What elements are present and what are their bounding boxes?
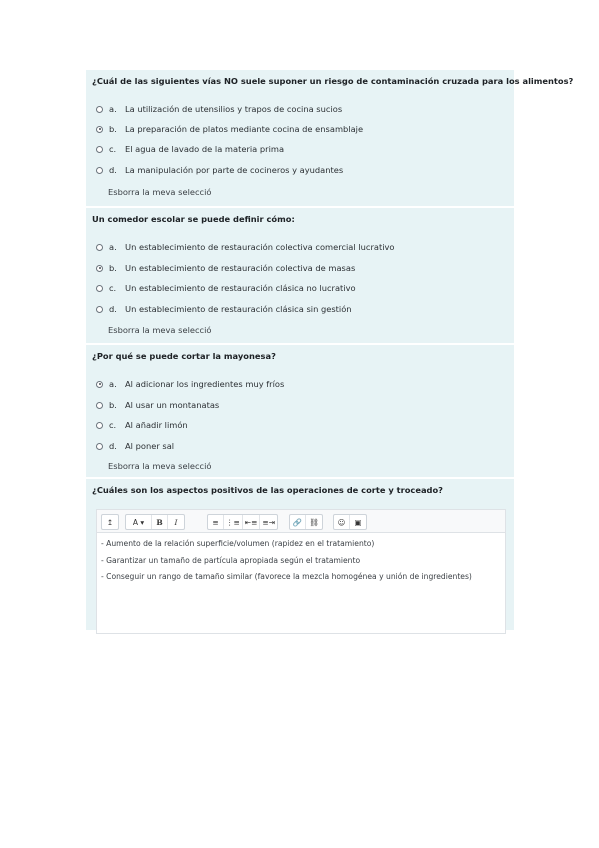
image-icon[interactable]: ▣ xyxy=(354,517,362,527)
answer-label: El agua de lavado de la materia prima xyxy=(125,144,285,154)
toolbar-group-lists xyxy=(207,514,278,530)
answer-label: Un establecimiento de restauración colectiva comercial lucrativo xyxy=(125,242,395,252)
rich-text-editor xyxy=(96,509,506,634)
answer-label: Al adicionar los ingredientes muy fríos xyxy=(125,379,285,389)
answer-label: Un establecimiento de restauración clásica no lucrativo xyxy=(125,283,356,293)
radio-button[interactable] xyxy=(96,106,103,113)
radio-button[interactable] xyxy=(96,146,103,153)
answer-label: La manipulación por parte de cocineros y ayudantes xyxy=(125,165,344,175)
italic-button[interactable]: I xyxy=(174,517,178,527)
answer-label: Un establecimiento de restauración clásica sin gestión xyxy=(125,304,352,314)
question-3-panel xyxy=(86,345,514,477)
unordered-list-icon[interactable]: ≡ xyxy=(208,515,224,529)
link-icon[interactable]: 🔗 xyxy=(290,515,306,529)
toolbar-group-format xyxy=(125,514,185,530)
editor-line: - Garantizar un tamaño de partícula apropiada según el tratamiento xyxy=(101,555,361,565)
bold-button[interactable]: B xyxy=(152,515,168,529)
indent-icon[interactable]: ≡⇥ xyxy=(262,517,275,527)
radio-button[interactable] xyxy=(96,167,103,174)
answer-label: Un establecimiento de restauración colectiva de masas xyxy=(125,263,356,273)
answer-label: Al añadir limón xyxy=(125,420,188,430)
toolbar-group-links xyxy=(289,514,323,530)
question-2-panel xyxy=(86,208,514,343)
answer-letter: b. xyxy=(109,124,117,134)
editor-toolbar xyxy=(97,510,505,533)
answer-3b[interactable] xyxy=(96,399,219,411)
answer-letter: b. xyxy=(109,263,117,273)
clear-selection-link[interactable]: Esborra la meva selecció xyxy=(108,325,212,335)
editor-line: - Aumento de la relación superficie/volumen (rapidez en el tratamiento) xyxy=(101,539,375,548)
answer-letter: d. xyxy=(109,441,117,451)
radio-button[interactable] xyxy=(96,402,103,409)
answer-label: Al poner sal xyxy=(125,441,175,451)
emoji-icon[interactable]: ☺ xyxy=(334,515,350,529)
unlink-icon[interactable]: ⛓ xyxy=(309,517,319,527)
radio-button[interactable] xyxy=(96,443,103,450)
question-1-text: ¿Cuál de las siguientes vías NO suele suponer un riesgo de contaminación cruzada para los alimentos? xyxy=(92,76,574,86)
answer-letter: b. xyxy=(109,400,117,410)
answer-1c[interactable] xyxy=(96,143,284,155)
answer-letter: a. xyxy=(109,379,117,389)
font-style-dropdown[interactable]: A ▾ xyxy=(126,515,152,529)
answer-label: Al usar un montanatas xyxy=(125,400,220,410)
radio-button[interactable] xyxy=(96,285,103,292)
answer-letter: a. xyxy=(109,104,117,114)
answer-3d[interactable] xyxy=(96,440,174,452)
answer-2a[interactable] xyxy=(96,241,395,253)
answer-2b[interactable] xyxy=(96,262,355,274)
question-4-text: ¿Cuáles son los aspectos positivos de las operaciones de corte y troceado? xyxy=(92,485,443,495)
question-3-text: ¿Por qué se puede cortar la mayonesa? xyxy=(92,351,276,361)
radio-button[interactable] xyxy=(96,244,103,251)
answer-label: La utilización de utensilios y trapos de cocina sucios xyxy=(125,104,343,114)
collapse-toolbar-icon[interactable]: ↥ xyxy=(106,517,114,527)
clear-selection-link[interactable]: Esborra la meva selecció xyxy=(108,187,212,197)
answer-letter: d. xyxy=(109,304,117,314)
ordered-list-icon[interactable]: ⋮≡ xyxy=(224,515,243,529)
radio-button[interactable] xyxy=(96,422,103,429)
radio-button-selected[interactable] xyxy=(96,265,103,272)
question-2-text: Un comedor escolar se puede definir cómo: xyxy=(92,214,295,224)
answer-label: La preparación de platos mediante cocina de ensamblaje xyxy=(125,124,364,134)
answer-letter: a. xyxy=(109,242,117,252)
editor-content-area[interactable] xyxy=(101,536,501,586)
answer-1a[interactable] xyxy=(96,103,342,115)
outdent-icon[interactable]: ⇤≡ xyxy=(243,515,261,529)
question-4-panel xyxy=(86,479,514,630)
answer-1b[interactable] xyxy=(96,123,363,135)
toolbar-group-collapse xyxy=(101,514,119,530)
radio-button-selected[interactable] xyxy=(96,381,103,388)
answer-letter: c. xyxy=(109,144,117,154)
question-1-panel xyxy=(86,70,574,206)
toolbar-group-media xyxy=(333,514,367,530)
answer-2c[interactable] xyxy=(96,282,356,294)
editor-line: - Conseguir un rango de tamaño similar (favorece la mezcla homogénea y unión de ingredientes) xyxy=(101,572,472,581)
answer-1d[interactable] xyxy=(96,164,343,176)
answer-3a[interactable] xyxy=(96,378,284,390)
clear-selection-link[interactable]: Esborra la meva selecció xyxy=(108,461,212,471)
answer-3c[interactable] xyxy=(96,419,188,431)
answer-letter: c. xyxy=(109,420,117,430)
answer-letter: d. xyxy=(109,165,117,175)
radio-button-selected[interactable] xyxy=(96,126,103,133)
answer-letter: c. xyxy=(109,283,117,293)
radio-button[interactable] xyxy=(96,306,103,313)
answer-2d[interactable] xyxy=(96,303,352,315)
